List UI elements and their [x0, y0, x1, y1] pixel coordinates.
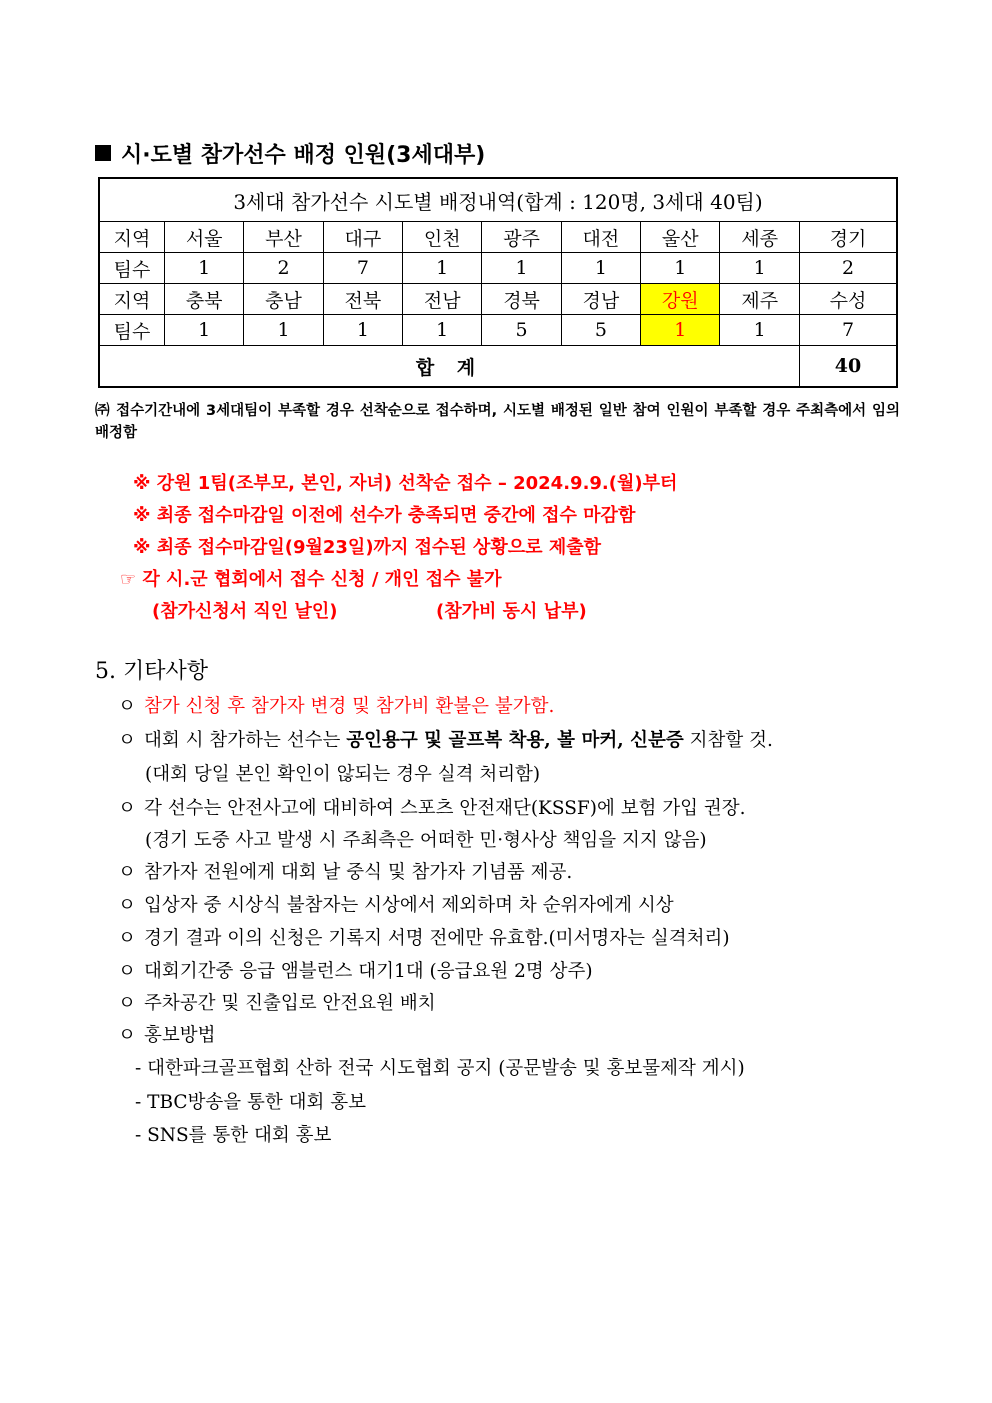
- table-cell: 부산: [244, 222, 323, 253]
- row-label: 팀수: [99, 315, 165, 346]
- list-item-text: 입상자 중 시상식 불참자는 시상에서 제외하며 차 순위자에게 시상: [144, 895, 674, 916]
- table-row: [99, 222, 897, 253]
- table-cell: 2: [244, 253, 323, 284]
- table-row: [99, 284, 897, 315]
- bullet: ㅇ: [118, 798, 136, 819]
- allocation-table: [98, 177, 898, 388]
- section-5-title: 5. 기타사항: [95, 659, 208, 684]
- red-notice: ※ 최종 접수마감일 이전에 선수가 충족되면 중간에 접수 마감함: [133, 505, 636, 526]
- section-title-text: 시·도별 참가선수 배정 인원(3세대부): [121, 143, 486, 168]
- total-label: 합 계: [99, 346, 800, 388]
- table-cell: 5: [561, 315, 640, 346]
- promo-item: - SNS를 통한 대회 홍보: [135, 1125, 332, 1146]
- list-item-text: 참가 신청 후 참가자 변경 및 참가비 환불은 불가함.: [144, 696, 555, 717]
- red-notice: (참가비 동시 납부): [436, 601, 587, 622]
- table-cell: 인천: [403, 222, 482, 253]
- table-cell: 1: [482, 253, 561, 284]
- bullet: ㅇ: [118, 928, 136, 949]
- highlighted-cell: 강원: [641, 284, 720, 315]
- list-item-subtext: (경기 도중 사고 발생 시 주최측은 어떠한 민·형사상 책임을 지지 않음): [145, 830, 707, 851]
- table-cell: 대구: [323, 222, 402, 253]
- list-item: [118, 794, 746, 820]
- table-cell: 1: [641, 253, 720, 284]
- table-cell: 수성: [800, 284, 898, 315]
- list-item-text: 주차공간 및 진출입로 안전요원 배치: [144, 993, 436, 1014]
- table-cell: 1: [244, 315, 323, 346]
- table-cell: 1: [403, 253, 482, 284]
- table-cell: 제주: [720, 284, 800, 315]
- row-label: 팀수: [99, 253, 165, 284]
- list-item-text: 대회 시 참가하는 선수는: [144, 730, 347, 751]
- list-item: [118, 1021, 215, 1047]
- table-cell: 광주: [482, 222, 561, 253]
- list-item-subtext: (대회 당일 본인 확인이 않되는 경우 실격 처리함): [145, 764, 541, 785]
- bullet: ㅇ: [118, 1025, 136, 1046]
- table-cell: 7: [800, 315, 898, 346]
- table-cell: 2: [800, 253, 898, 284]
- table-row: [99, 253, 897, 284]
- bullet: ㅇ: [118, 895, 136, 916]
- list-item-emphasis: 공인용구 및 골프복 착용, 볼 마커, 신분증: [346, 730, 684, 751]
- table-cell: 1: [561, 253, 640, 284]
- list-item: [118, 924, 730, 950]
- bullet: ㅇ: [118, 862, 136, 883]
- total-value: 40: [800, 346, 898, 388]
- list-item-text: 각 선수는 안전사고에 대비하여 스포츠 안전재단(KSSF)에 보험 가입 권장.: [144, 798, 746, 819]
- bullet: ㅇ: [118, 961, 136, 982]
- bullet: ㅇ: [118, 730, 136, 751]
- table-cell: 전북: [323, 284, 402, 315]
- list-item: [118, 726, 773, 752]
- table-cell: 충남: [244, 284, 323, 315]
- list-item-text: 홍보방법: [144, 1025, 216, 1046]
- table-cell: 1: [720, 253, 800, 284]
- table-cell: 경북: [482, 284, 561, 315]
- section-title: [95, 138, 485, 169]
- black-square-icon: [95, 145, 111, 161]
- row-label: 지역: [99, 222, 165, 253]
- table-footnote: ㈜ 접수기간내에 3세대팀이 부족할 경우 선착순으로 접수하며, 시도별 배정된 일반 참여 인원이 부족할 경우 주최측에서 임의 배정함: [95, 403, 900, 441]
- red-notice: (참가신청서 직인 날인): [152, 601, 338, 622]
- table-row: [99, 315, 897, 346]
- table-cell: 1: [165, 315, 244, 346]
- table-total-row: [99, 346, 897, 388]
- list-item: [118, 957, 593, 983]
- table-cell: 7: [323, 253, 402, 284]
- promo-item: - 대한파크골프협회 산하 전국 시도협회 공지 (공문발송 및 홍보물제작 게시): [135, 1058, 745, 1079]
- table-cell: 5: [482, 315, 561, 346]
- table-cell: 1: [323, 315, 402, 346]
- red-notice: ☞ 각 시.군 협회에서 접수 신청 / 개인 접수 불가: [120, 569, 502, 590]
- bullet: ㅇ: [118, 696, 136, 717]
- list-item-text: 경기 결과 이의 신청은 기록지 서명 전에만 유효함.(미서명자는 실격처리): [144, 928, 730, 949]
- table-cell: 세종: [720, 222, 800, 253]
- table-cell: 대전: [561, 222, 640, 253]
- list-item-text: 참가자 전원에게 대회 날 중식 및 참가자 기념품 제공.: [144, 862, 573, 883]
- row-label: 지역: [99, 284, 165, 315]
- promo-item: - TBC방송을 통한 대회 홍보: [135, 1092, 367, 1113]
- table-cell: 충북: [165, 284, 244, 315]
- table-cell: 울산: [641, 222, 720, 253]
- bullet: ㅇ: [118, 993, 136, 1014]
- table-cell: 서울: [165, 222, 244, 253]
- list-item: [118, 858, 572, 884]
- table-cell: 경남: [561, 284, 640, 315]
- list-item: [118, 891, 674, 917]
- list-item: [118, 692, 554, 718]
- red-notice: ※ 최종 접수마감일(9월23일)까지 접수된 상황으로 제출함: [133, 537, 602, 558]
- red-notice: ※ 강원 1팀(조부모, 본인, 자녀) 선착순 접수 – 2024.9.9.(월)부터: [133, 473, 678, 494]
- table-cell: 1: [165, 253, 244, 284]
- list-item-text: 지참할 것.: [683, 730, 773, 751]
- table-cell: 전남: [403, 284, 482, 315]
- table-cell: 경기: [800, 222, 898, 253]
- table-cell: 1: [403, 315, 482, 346]
- list-item: [118, 989, 436, 1015]
- table-cell: 1: [720, 315, 800, 346]
- table-caption: 3세대 참가선수 시도별 배정내역(합계 : 120명, 3세대 40팀): [99, 178, 897, 222]
- list-item-text: 대회기간중 응급 앰블런스 대기1대 (응급요원 2명 상주): [144, 961, 593, 982]
- highlighted-cell: 1: [641, 315, 720, 346]
